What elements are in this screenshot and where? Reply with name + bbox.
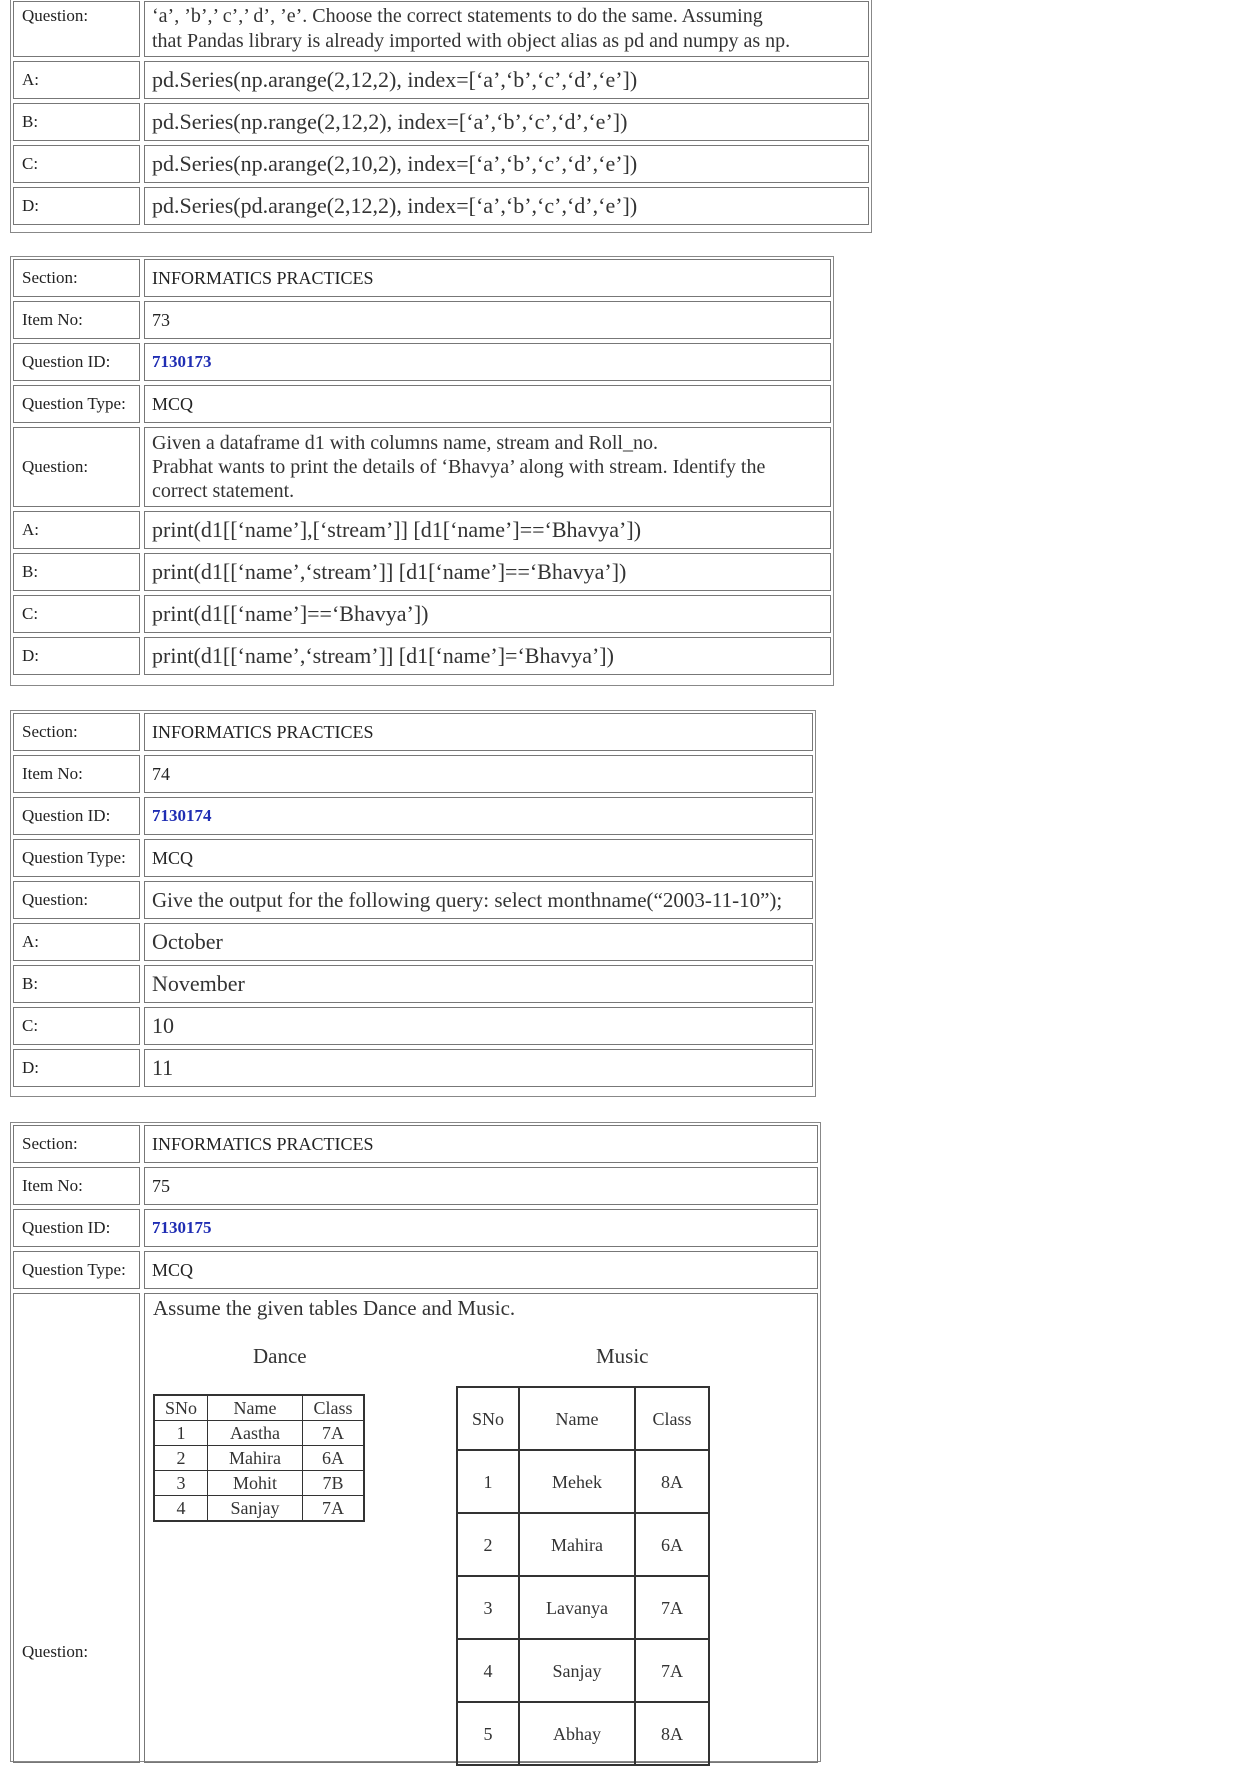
item-no-label: Item No:: [13, 301, 140, 339]
option-text: November: [144, 965, 813, 1003]
table-row: [457, 1639, 709, 1702]
table-header-row: [457, 1387, 709, 1450]
option-label: A:: [13, 923, 140, 961]
option-row-a: [13, 923, 813, 961]
table-cell: Mehek: [519, 1450, 635, 1513]
table-cell: 3: [154, 1471, 208, 1496]
section-value: INFORMATICS PRACTICES: [144, 713, 813, 751]
question-line: ‘a’, ’b’,’ c’,’ d’, ’e’. Choose the correct statements to do the same. Assuming: [152, 5, 763, 27]
option-label: D:: [13, 187, 140, 225]
table-row: [154, 1446, 364, 1471]
table-row: [154, 1496, 364, 1522]
option-row-a: [13, 61, 869, 99]
question-type-value: MCQ: [144, 1251, 818, 1289]
table-cell: 2: [154, 1446, 208, 1471]
option-row-c: [13, 1007, 813, 1045]
option-label: B:: [13, 103, 140, 141]
option-text: print(d1[[‘name’],[‘stream’]] [d1[‘name’]==‘Bhavya’]): [144, 511, 831, 549]
table-cell: 5: [457, 1702, 519, 1765]
option-row-b: [13, 103, 869, 141]
item-no-value: 75: [144, 1167, 818, 1205]
question-block-73: [10, 256, 834, 686]
table-cell: 4: [457, 1639, 519, 1702]
table-cell: Sanjay: [519, 1639, 635, 1702]
header-cell: Name: [519, 1387, 635, 1450]
table-cell: 3: [457, 1576, 519, 1639]
table-cell: 7A: [635, 1576, 709, 1639]
question-line: Given a dataframe d1 with columns name, stream and Roll_no.: [152, 432, 658, 454]
option-row-d: [13, 637, 831, 675]
table-row: [154, 1471, 364, 1496]
question-block-75: [10, 1122, 821, 1762]
table-cell: Sanjay: [208, 1496, 303, 1522]
option-label: C:: [13, 1007, 140, 1045]
table-cell: Mahira: [519, 1513, 635, 1576]
option-text: pd.Series(np.arange(2,12,2), index=[‘a’,‘b’,‘c’,‘d’,‘e’]): [144, 61, 869, 99]
header-cell: Class: [635, 1387, 709, 1450]
question-block-72: [10, 0, 872, 233]
question-line: Prabhat wants to print the details of ‘Bhavya’ along with stream. Identify the: [152, 456, 766, 478]
table-row: [457, 1450, 709, 1513]
music-caption: Music: [596, 1344, 649, 1368]
option-row-d: [13, 1049, 813, 1087]
table-cell: 7A: [303, 1421, 365, 1446]
option-label: A:: [13, 511, 140, 549]
option-label: D:: [13, 1049, 140, 1087]
question-id-value: 7130175: [144, 1209, 818, 1247]
header-cell: Name: [208, 1395, 303, 1421]
table-row: [457, 1576, 709, 1639]
item-no-value: 74: [144, 755, 813, 793]
question-intro: Assume the given tables Dance and Music.: [153, 1296, 516, 1320]
question-label: Question:: [13, 1, 140, 57]
question-label: Question:: [13, 427, 140, 507]
question-type-value: MCQ: [144, 839, 813, 877]
option-label: B:: [13, 553, 140, 591]
option-label: C:: [13, 595, 140, 633]
question-id-value: 7130173: [144, 343, 831, 381]
table-cell: Mohit: [208, 1471, 303, 1496]
item-no-label: Item No:: [13, 755, 140, 793]
option-label: D:: [13, 637, 140, 675]
option-text: print(d1[[‘name’]==‘Bhavya’]): [144, 595, 831, 633]
question-text: [144, 427, 831, 507]
section-value: INFORMATICS PRACTICES: [144, 259, 831, 297]
option-text: pd.Series(np.arange(2,10,2), index=[‘a’,‘b’,‘c’,‘d’,‘e’]): [144, 145, 869, 183]
table-cell: 6A: [303, 1446, 365, 1471]
question-type-value: MCQ: [144, 385, 831, 423]
option-label: B:: [13, 965, 140, 1003]
header-cell: Class: [303, 1395, 365, 1421]
question-label: Question:: [13, 881, 140, 919]
option-row-b: [13, 553, 831, 591]
option-row-b: [13, 965, 813, 1003]
table-cell: Lavanya: [519, 1576, 635, 1639]
question-type-label: Question Type:: [13, 385, 140, 423]
item-no-value: 73: [144, 301, 831, 339]
question-type-label: Question Type:: [13, 1251, 140, 1289]
table-cell: 7B: [303, 1471, 365, 1496]
option-text: 10: [144, 1007, 813, 1045]
table-row: [457, 1513, 709, 1576]
table-cell: Mahira: [208, 1446, 303, 1471]
question-id-label: Question ID:: [13, 1209, 140, 1247]
option-text: print(d1[[‘name’,‘stream’]] [d1[‘name’]==‘Bhavya’]): [144, 553, 831, 591]
table-cell: 7A: [303, 1496, 365, 1522]
table-cell: 4: [154, 1496, 208, 1522]
dance-table: [153, 1394, 365, 1522]
table-cell: 8A: [635, 1702, 709, 1765]
question-id-label: Question ID:: [13, 343, 140, 381]
table-cell: 2: [457, 1513, 519, 1576]
music-table: [456, 1386, 710, 1766]
option-row-d: [13, 187, 869, 225]
table-header-row: [154, 1395, 364, 1421]
question-line: correct statement.: [152, 480, 295, 502]
question-label-text: Question:: [22, 1642, 89, 1661]
header-cell: SNo: [457, 1387, 519, 1450]
section-label: Section:: [13, 713, 140, 751]
option-label: A:: [13, 61, 140, 99]
table-cell: Abhay: [519, 1702, 635, 1765]
section-label: Section:: [13, 1125, 140, 1163]
dance-caption: Dance: [253, 1344, 307, 1368]
table-cell: 1: [457, 1450, 519, 1513]
question-content: [144, 1293, 818, 1763]
header-cell: SNo: [154, 1395, 208, 1421]
option-text: pd.Series(np.range(2,12,2), index=[‘a’,‘b’,‘c’,‘d’,‘e’]): [144, 103, 869, 141]
section-label: Section:: [13, 259, 140, 297]
question-text: [144, 1, 869, 57]
table-row: [154, 1421, 364, 1446]
question-id-value: 7130174: [144, 797, 813, 835]
table-cell: 7A: [635, 1639, 709, 1702]
option-text: October: [144, 923, 813, 961]
question-type-label: Question Type:: [13, 839, 140, 877]
option-row-c: [13, 595, 831, 633]
section-value: INFORMATICS PRACTICES: [144, 1125, 818, 1163]
question-id-label: Question ID:: [13, 797, 140, 835]
table-cell: Aastha: [208, 1421, 303, 1446]
table-cell: 1: [154, 1421, 208, 1446]
table-row: [457, 1702, 709, 1765]
question-line: that Pandas library is already imported with object alias as pd and numpy as np.: [152, 30, 791, 52]
option-row-a: [13, 511, 831, 549]
table-cell: 6A: [635, 1513, 709, 1576]
option-label: C:: [13, 145, 140, 183]
item-no-label: Item No:: [13, 1167, 140, 1205]
table-cell: 8A: [635, 1450, 709, 1513]
question-block-74: [10, 710, 816, 1097]
option-row-c: [13, 145, 869, 183]
question-text: Give the output for the following query: select monthname(“2003-11-10”);: [144, 881, 813, 919]
option-text: pd.Series(pd.arange(2,12,2), index=[‘a’,‘b’,‘c’,‘d’,‘e’]): [144, 187, 869, 225]
question-label: [13, 1293, 140, 1763]
option-text: 11: [144, 1049, 813, 1087]
option-text: print(d1[[‘name’,‘stream’]] [d1[‘name’]=‘Bhavya’]): [144, 637, 831, 675]
